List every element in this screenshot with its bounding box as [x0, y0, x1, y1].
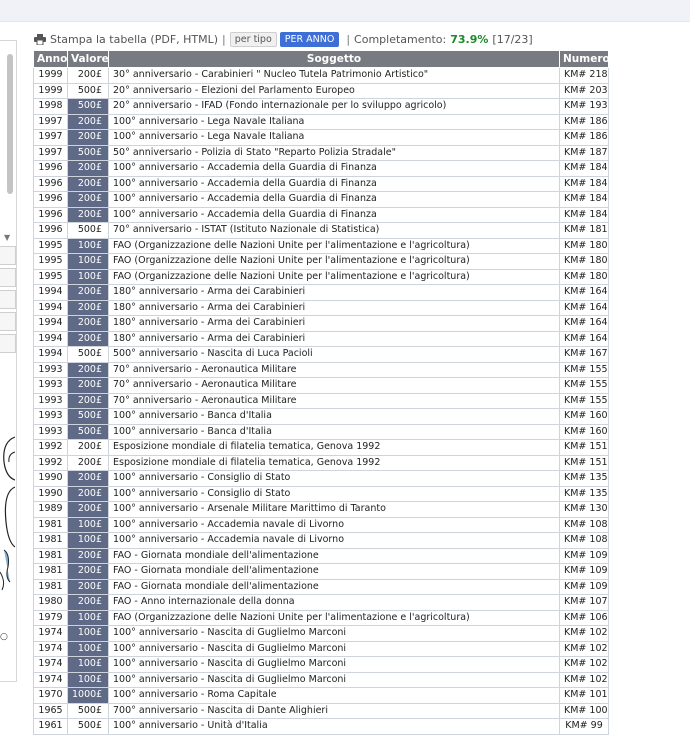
table-row[interactable] [34, 471, 609, 487]
cell-year: 1994 [34, 347, 68, 363]
cell-number: KM# 155 [560, 378, 609, 394]
cell-year: 1999 [34, 83, 68, 99]
cell-value: 200£ [68, 378, 109, 394]
separator: | [222, 32, 226, 46]
cell-number: KM# 108 [560, 517, 609, 533]
cell-number: KM# 99 [560, 719, 609, 735]
cell-value: 200£ [68, 548, 109, 564]
table-row[interactable] [34, 657, 609, 673]
header-value[interactable]: Valore [68, 51, 109, 68]
cell-subject[interactable]: 50° anniversario - Polizia di Stato "Reparto Polizia Stradale" [109, 145, 560, 161]
cell-value: 100£ [68, 657, 109, 673]
cell-value: 200£ [68, 300, 109, 316]
cell-number: KM# 155 [560, 362, 609, 378]
cell-subject[interactable]: 100° anniversario - Accademia della Guardia di Finanza [109, 161, 560, 177]
cell-number: KM# 180 [560, 269, 609, 285]
cell-value: 100£ [68, 269, 109, 285]
cell-value: 500£ [68, 409, 109, 425]
cell-number: KM# 218 [560, 68, 609, 84]
cell-subject[interactable]: Esposizione mondiale di filatelia tematica, Genova 1992 [109, 440, 560, 456]
cell-year: 1974 [34, 641, 68, 657]
cell-year: 1993 [34, 424, 68, 440]
cell-value: 200£ [68, 502, 109, 518]
top-bar [0, 0, 690, 22]
table-row[interactable] [34, 130, 609, 146]
cell-subject[interactable]: 100° anniversario - Consiglio di Stato [109, 486, 560, 502]
cell-number: KM# 164 [560, 285, 609, 301]
cell-number: KM# 100 [560, 703, 609, 719]
cell-subject[interactable]: 100° anniversario - Unità d'Italia [109, 719, 560, 735]
cell-year: 1992 [34, 440, 68, 456]
cell-number: KM# 164 [560, 331, 609, 347]
table-row[interactable] [34, 254, 609, 270]
cell-year: 1994 [34, 300, 68, 316]
table-row[interactable] [34, 114, 609, 130]
cell-value: 200£ [68, 393, 109, 409]
cell-value: 500£ [68, 223, 109, 239]
table-row[interactable] [34, 176, 609, 192]
table-row[interactable] [34, 207, 609, 223]
cell-subject[interactable]: 100° anniversario - Accademia della Guardia di Finanza [109, 176, 560, 192]
cell-value: 200£ [68, 486, 109, 502]
completion-percentage: 73.9% [450, 32, 489, 46]
cell-year: 1996 [34, 207, 68, 223]
cell-year: 1989 [34, 502, 68, 518]
sort-by-type-button[interactable]: per tipo [230, 32, 277, 47]
cell-year: 1993 [34, 409, 68, 425]
cell-year: 1997 [34, 130, 68, 146]
cell-number: KM# 106 [560, 610, 609, 626]
cell-subject[interactable]: 100° anniversario - Banca d'Italia [109, 409, 560, 425]
table-row[interactable] [34, 331, 609, 347]
cell-year: 1993 [34, 378, 68, 394]
table-row[interactable] [34, 223, 609, 239]
cell-number: KM# 187 [560, 145, 609, 161]
cell-value: 200£ [68, 130, 109, 146]
cell-number: KM# 135 [560, 486, 609, 502]
cell-value: 200£ [68, 316, 109, 332]
cell-number: KM# 135 [560, 471, 609, 487]
cell-value: 200£ [68, 331, 109, 347]
cell-number: KM# 151 [560, 455, 609, 471]
cell-subject[interactable]: FAO - Giornata mondiale dell'alimentazione [109, 548, 560, 564]
cell-year: 1996 [34, 176, 68, 192]
cell-number: KM# 186 [560, 130, 609, 146]
table-row[interactable] [34, 641, 609, 657]
cell-value: 200£ [68, 192, 109, 208]
side-button[interactable] [0, 268, 16, 287]
cell-year: 1981 [34, 548, 68, 564]
cell-subject[interactable]: 100° anniversario - Banca d'Italia [109, 424, 560, 440]
cell-value: 100£ [68, 254, 109, 270]
table-row[interactable] [34, 68, 609, 84]
cell-year: 1994 [34, 331, 68, 347]
table-toolbar [34, 30, 533, 48]
cell-value: 200£ [68, 68, 109, 84]
cell-number: KM# 102 [560, 641, 609, 657]
cell-year: 1996 [34, 192, 68, 208]
cell-subject[interactable]: Esposizione mondiale di filatelia tematica, Genova 1992 [109, 455, 560, 471]
cell-subject[interactable]: FAO - Anno internazionale della donna [109, 595, 560, 611]
table-row[interactable] [34, 161, 609, 177]
cell-year: 1994 [34, 316, 68, 332]
cell-subject[interactable]: FAO (Organizzazione delle Nazioni Unite per l'alimentazione e l'agricoltura) [109, 254, 560, 270]
cell-value: 1000£ [68, 688, 109, 704]
cell-value: 100£ [68, 610, 109, 626]
table-row[interactable] [34, 285, 609, 301]
cell-value: 200£ [68, 455, 109, 471]
cell-subject[interactable]: 20° anniversario - Elezioni del Parlamento Europeo [109, 83, 560, 99]
cell-value: 200£ [68, 207, 109, 223]
table-row[interactable] [34, 502, 609, 518]
table-row[interactable] [34, 300, 609, 316]
completion-count: [17/23] [492, 32, 533, 46]
cell-year: 1997 [34, 145, 68, 161]
scrollbar-thumb[interactable] [7, 54, 13, 194]
cell-year: 1997 [34, 114, 68, 130]
table-row[interactable] [34, 440, 609, 456]
header-number[interactable]: Numero [560, 51, 609, 68]
cell-subject[interactable]: FAO (Organizzazione delle Nazioni Unite per l'alimentazione e l'agricoltura) [109, 238, 560, 254]
cell-number: KM# 193 [560, 99, 609, 115]
table-row[interactable] [34, 517, 609, 533]
cell-subject[interactable]: 20° anniversario - IFAD (Fondo internazionale per lo sviluppo agricolo) [109, 99, 560, 115]
cell-value: 500£ [68, 347, 109, 363]
side-button[interactable] [0, 246, 16, 265]
cell-year: 1995 [34, 238, 68, 254]
cell-number: KM# 164 [560, 300, 609, 316]
cell-value: 200£ [68, 579, 109, 595]
cell-number: KM# 130 [560, 502, 609, 518]
cell-number: KM# 164 [560, 316, 609, 332]
cell-value: 500£ [68, 703, 109, 719]
header-subject[interactable]: Soggetto [109, 51, 560, 68]
cell-value: 200£ [68, 471, 109, 487]
cell-value: 500£ [68, 83, 109, 99]
table-row[interactable] [34, 424, 609, 440]
cell-subject[interactable]: 500° anniversario - Nascita di Luca Pacioli [109, 347, 560, 363]
separator: | [346, 32, 351, 46]
cell-number: KM# 102 [560, 672, 609, 688]
cell-number: KM# 160 [560, 424, 609, 440]
table-row[interactable] [34, 316, 609, 332]
cell-subject[interactable]: 70° anniversario - Aeronautica Militare [109, 362, 560, 378]
cell-number: KM# 180 [560, 254, 609, 270]
table-row[interactable] [34, 378, 609, 394]
cell-value: 200£ [68, 362, 109, 378]
cell-value: 200£ [68, 114, 109, 130]
cell-subject[interactable]: 100° anniversario - Consiglio di Stato [109, 471, 560, 487]
cell-number: KM# 151 [560, 440, 609, 456]
side-button[interactable] [0, 334, 16, 353]
cell-number: KM# 109 [560, 579, 609, 595]
cell-number: KM# 108 [560, 533, 609, 549]
printer-icon[interactable] [34, 34, 46, 45]
cell-number: KM# 181 [560, 223, 609, 239]
cell-subject[interactable]: FAO - Giornata mondiale dell'alimentazione [109, 579, 560, 595]
table-row[interactable] [34, 455, 609, 471]
cell-subject[interactable]: 180° anniversario - Arma dei Carabinieri [109, 285, 560, 301]
cell-subject[interactable]: 70° anniversario - Aeronautica Militare [109, 393, 560, 409]
cell-number: KM# 109 [560, 564, 609, 580]
cell-year: 1994 [34, 285, 68, 301]
cell-value: 200£ [68, 161, 109, 177]
cell-subject[interactable]: 70° anniversario - Aeronautica Militare [109, 378, 560, 394]
cell-value: 500£ [68, 145, 109, 161]
table-row[interactable] [34, 393, 609, 409]
cell-value: 500£ [68, 424, 109, 440]
cell-value: 100£ [68, 641, 109, 657]
cell-year: 1980 [34, 595, 68, 611]
table-row[interactable] [34, 83, 609, 99]
cell-number: KM# 184 [560, 192, 609, 208]
table-row[interactable] [34, 533, 609, 549]
cell-year: 1974 [34, 657, 68, 673]
cell-value: 100£ [68, 238, 109, 254]
cell-subject[interactable]: 100° anniversario - Lega Navale Italiana [109, 114, 560, 130]
cell-subject[interactable]: FAO (Organizzazione delle Nazioni Unite per l'alimentazione e l'agricoltura) [109, 610, 560, 626]
cell-number: KM# 155 [560, 393, 609, 409]
cell-year: 1981 [34, 533, 68, 549]
cell-subject[interactable]: 100° anniversario - Nascita di Guglielmo Marconi [109, 657, 560, 673]
cell-year: 1981 [34, 517, 68, 533]
cell-value: 200£ [68, 564, 109, 580]
cell-subject[interactable]: 100° anniversario - Nascita di Guglielmo Marconi [109, 672, 560, 688]
cell-subject[interactable]: 180° anniversario - Arma dei Carabinieri [109, 331, 560, 347]
cell-subject[interactable]: 70° anniversario - ISTAT (Istituto Nazionale di Statistica) [109, 223, 560, 239]
cell-year: 1974 [34, 672, 68, 688]
cell-value: 100£ [68, 626, 109, 642]
table-header-row [34, 51, 609, 68]
cell-value: 200£ [68, 440, 109, 456]
cell-number: KM# 102 [560, 626, 609, 642]
cell-number: KM# 167 [560, 347, 609, 363]
cell-year: 1990 [34, 471, 68, 487]
completion-label: Completamento: [354, 32, 447, 46]
cell-subject[interactable]: 100° anniversario - Accademia navale di Livorno [109, 517, 560, 533]
cell-year: 1999 [34, 68, 68, 84]
table-row[interactable] [34, 719, 609, 735]
side-button[interactable] [0, 312, 16, 331]
table-row[interactable] [34, 192, 609, 208]
cell-year: 1974 [34, 626, 68, 642]
cell-number: KM# 160 [560, 409, 609, 425]
cell-value: 200£ [68, 285, 109, 301]
cell-value: 100£ [68, 533, 109, 549]
cell-year: 1996 [34, 161, 68, 177]
cell-year: 1993 [34, 362, 68, 378]
cell-year: 1996 [34, 223, 68, 239]
table-row[interactable] [34, 610, 609, 626]
cell-number: KM# 101 [560, 688, 609, 704]
table-row[interactable] [34, 595, 609, 611]
cell-value: 100£ [68, 517, 109, 533]
table-row[interactable] [34, 486, 609, 502]
cell-subject[interactable]: 100° anniversario - Accademia navale di Livorno [109, 533, 560, 549]
cell-number: KM# 184 [560, 176, 609, 192]
table-row[interactable] [34, 672, 609, 688]
table-row[interactable] [34, 269, 609, 285]
cell-subject[interactable]: 180° anniversario - Arma dei Carabinieri [109, 316, 560, 332]
cell-number: KM# 107 [560, 595, 609, 611]
table-row[interactable] [34, 688, 609, 704]
cell-subject[interactable]: FAO - Giornata mondiale dell'alimentazione [109, 564, 560, 580]
coins-table [33, 50, 609, 735]
cell-number: KM# 102 [560, 657, 609, 673]
cell-subject[interactable]: 100° anniversario - Arsenale Militare Marittimo di Taranto [109, 502, 560, 518]
cell-number: KM# 184 [560, 161, 609, 177]
table-row[interactable] [34, 626, 609, 642]
cell-subject[interactable]: 100° anniversario - Accademia della Guardia di Finanza [109, 192, 560, 208]
cell-subject[interactable]: FAO (Organizzazione delle Nazioni Unite per l'alimentazione e l'agricoltura) [109, 269, 560, 285]
cell-subject[interactable]: 100° anniversario - Nascita di Guglielmo Marconi [109, 641, 560, 657]
cell-year: 1993 [34, 393, 68, 409]
cell-value: 500£ [68, 719, 109, 735]
table-row[interactable] [34, 548, 609, 564]
cartoon-image [0, 432, 15, 592]
table-row[interactable] [34, 99, 609, 115]
table-row[interactable] [34, 703, 609, 719]
table-row[interactable] [34, 145, 609, 161]
sort-by-year-button[interactable]: PER ANNO [280, 32, 340, 47]
cell-year: 1961 [34, 719, 68, 735]
cell-subject[interactable]: 100° anniversario - Nascita di Guglielmo Marconi [109, 626, 560, 642]
cell-year: 1965 [34, 703, 68, 719]
cell-value: 200£ [68, 595, 109, 611]
cell-value: 500£ [68, 99, 109, 115]
cell-number: KM# 109 [560, 548, 609, 564]
cell-year: 1995 [34, 269, 68, 285]
table-row[interactable] [34, 409, 609, 425]
cell-year: 1998 [34, 99, 68, 115]
cell-year: 1990 [34, 486, 68, 502]
cell-subject[interactable]: 100° anniversario - Lega Navale Italiana [109, 130, 560, 146]
cell-subject[interactable]: 100° anniversario - Roma Capitale [109, 688, 560, 704]
table-row[interactable] [34, 564, 609, 580]
cell-subject[interactable]: 700° anniversario - Nascita di Dante Alighieri [109, 703, 560, 719]
chevron-down-icon[interactable]: ▼ [4, 233, 11, 242]
circle-icon: ○ [0, 632, 8, 642]
cell-year: 1970 [34, 688, 68, 704]
cell-subject[interactable]: 180° anniversario - Arma dei Carabinieri [109, 300, 560, 316]
cell-year: 1995 [34, 254, 68, 270]
cell-number: KM# 180 [560, 238, 609, 254]
cell-year: 1981 [34, 579, 68, 595]
cell-value: 200£ [68, 176, 109, 192]
cell-number: KM# 203 [560, 83, 609, 99]
table-row[interactable] [34, 238, 609, 254]
cell-number: KM# 184 [560, 207, 609, 223]
cell-year: 1981 [34, 564, 68, 580]
print-table-link[interactable]: Stampa la tabella (PDF, HTML) [50, 32, 219, 46]
table-row[interactable] [34, 579, 609, 595]
cell-year: 1979 [34, 610, 68, 626]
cell-year: 1992 [34, 455, 68, 471]
cell-value: 100£ [68, 672, 109, 688]
table-row[interactable] [34, 347, 609, 363]
cell-subject[interactable]: 30° anniversario - Carabinieri " Nucleo Tutela Patrimonio Artistico" [109, 68, 560, 84]
cell-subject[interactable]: 100° anniversario - Accademia della Guardia di Finanza [109, 207, 560, 223]
table-row[interactable] [34, 362, 609, 378]
cell-number: KM# 186 [560, 114, 609, 130]
header-year[interactable]: Anno [34, 51, 68, 68]
side-button[interactable] [0, 290, 16, 309]
